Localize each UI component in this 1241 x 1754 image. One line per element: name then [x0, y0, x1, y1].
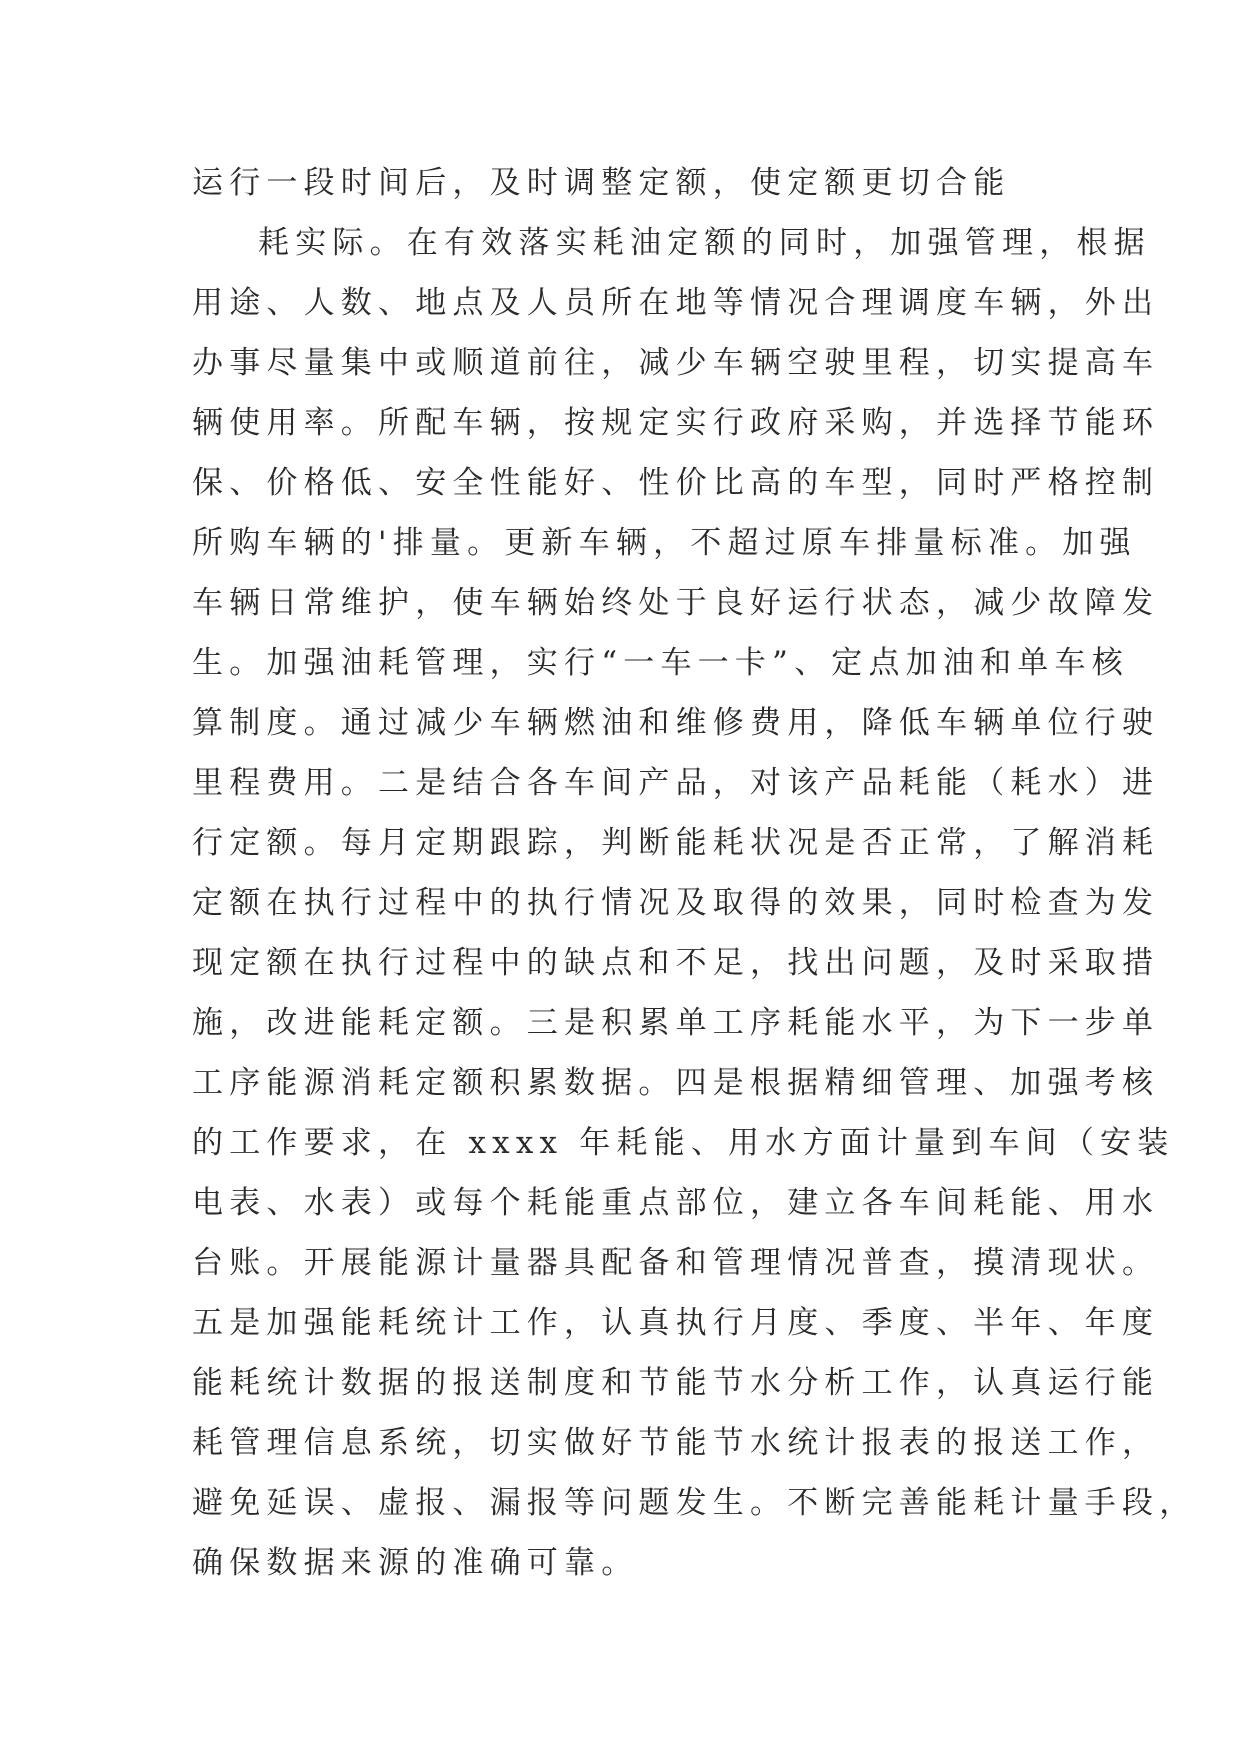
- text-line: 行定额。每月定期跟踪，判断能耗状况是否正常，了解消耗: [192, 825, 1160, 861]
- text-line: 避免延误、虚报、漏报等问题发生。不断完善能耗计量手段，: [192, 1485, 1197, 1521]
- text-line: 耗管理信息系统，切实做好节能节水统计报表的报送工作，: [192, 1425, 1160, 1461]
- text-line: 耗实际。在有效落实耗油定额的同时，加强管理，根据: [258, 225, 1151, 261]
- text-line: 的工作要求，在 xxxx 年耗能、用水方面计量到车间（安装: [192, 1125, 1175, 1161]
- text-line: 台账。开展能源计量器具配备和管理情况普查，摸清现状。: [192, 1245, 1160, 1281]
- text-line: 所购车辆的'排量。更新车辆，不超过原车排量标准。加强: [192, 525, 1137, 561]
- text-line: 能耗统计数据的报送制度和节能节水分析工作，认真运行能: [192, 1365, 1160, 1401]
- text-line: 用途、人数、地点及人员所在地等情况合理调度车辆，外出: [192, 285, 1160, 321]
- text-line: 辆使用率。所配车辆，按规定实行政府采购，并选择节能环: [192, 405, 1160, 441]
- text-line: 生。加强油耗管理，实行“一车一卡”、定点加油和单车核: [192, 645, 1129, 681]
- text-line: 里程费用。二是结合各车间产品，对该产品耗能（耗水）进: [192, 765, 1160, 801]
- text-line: 确保数据来源的准确可靠。: [192, 1545, 639, 1581]
- text-line: 工序能源消耗定额积累数据。四是根据精细管理、加强考核: [192, 1065, 1160, 1101]
- text-line: 保、价格低、安全性能好、性价比高的车型，同时严格控制: [192, 465, 1160, 501]
- text-line: 定额在执行过程中的执行情况及取得的效果，同时检查为发: [192, 885, 1160, 921]
- text-line: 施，改进能耗定额。三是积累单工序耗能水平，为下一步单: [192, 1005, 1160, 1041]
- body-text: [192, 158, 1197, 1598]
- text-line: 现定额在执行过程中的缺点和不足，找出问题，及时采取措: [192, 945, 1160, 981]
- text-line: 算制度。通过减少车辆燃油和维修费用，降低车辆单位行驶: [192, 705, 1160, 741]
- text-line: 办事尽量集中或顺道前往，减少车辆空驶里程，切实提高车: [192, 345, 1160, 381]
- text-line: 电表、水表）或每个耗能重点部位，建立各车间耗能、用水: [192, 1185, 1160, 1221]
- text-line: 运行一段时间后，及时调整定额，使定额更切合能: [192, 165, 1011, 201]
- text-line: 车辆日常维护，使车辆始终处于良好运行状态，减少故障发: [192, 585, 1160, 621]
- text-line: 五是加强能耗统计工作，认真执行月度、季度、半年、年度: [192, 1305, 1160, 1341]
